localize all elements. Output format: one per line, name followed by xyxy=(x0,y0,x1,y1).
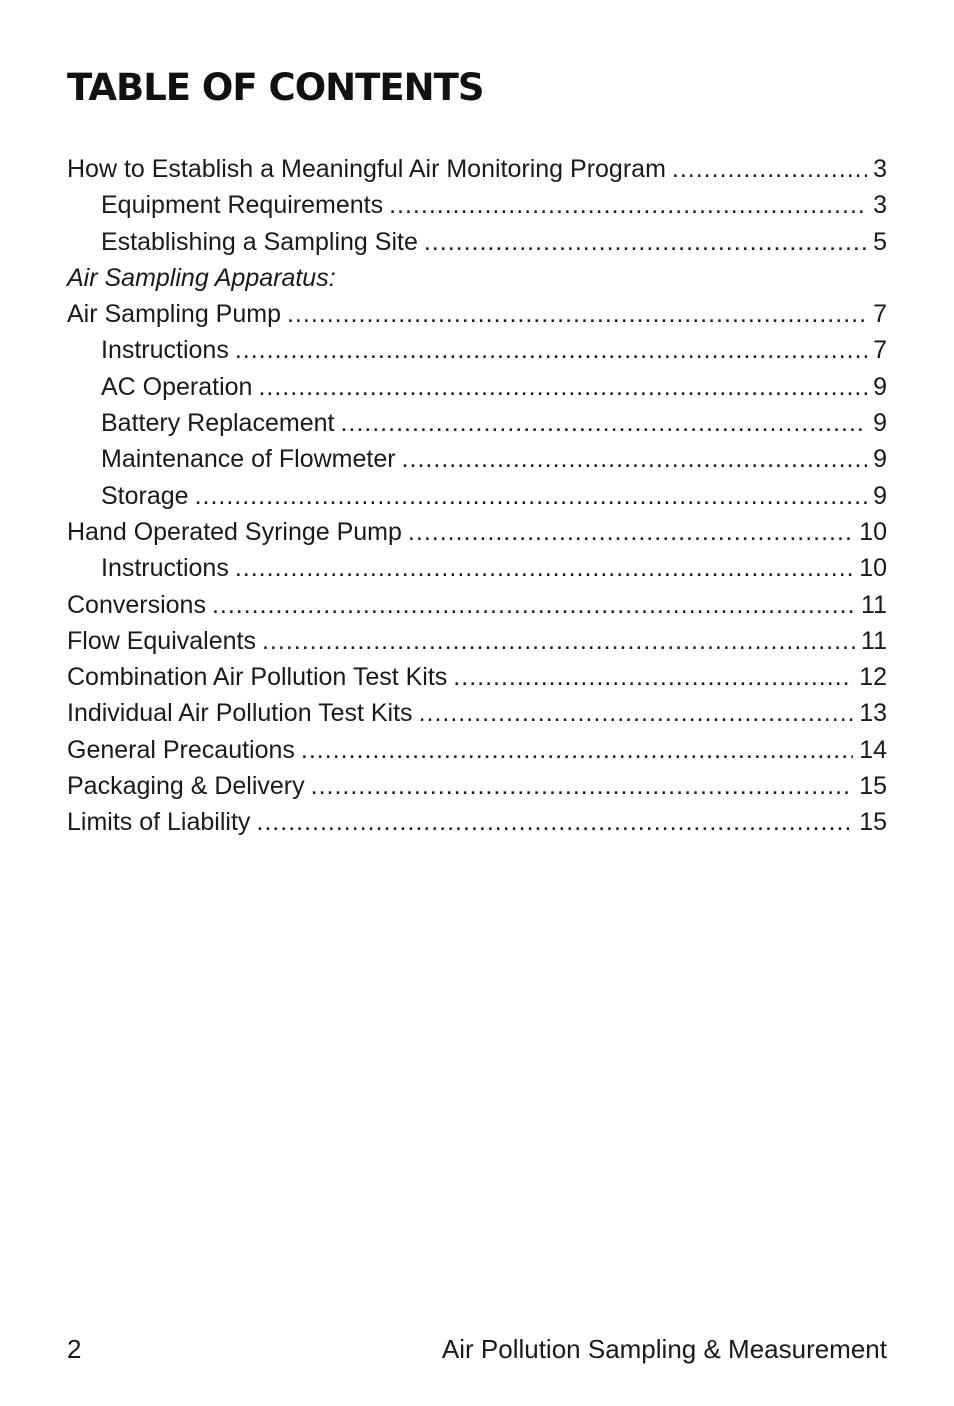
toc-entry-label: Packaging & Delivery xyxy=(67,772,305,801)
toc-entry-page: 15 xyxy=(859,808,887,837)
toc-entry-page: 15 xyxy=(859,772,887,801)
toc-entry-page: 11 xyxy=(861,590,887,619)
toc-entry[interactable] xyxy=(67,732,887,768)
toc-entry-label: Air Sampling Pump xyxy=(67,300,281,329)
toc-leader-dots xyxy=(287,296,867,332)
toc-entry[interactable] xyxy=(67,659,887,695)
toc-entry-page: 14 xyxy=(859,735,887,764)
toc-entry-label: Flow Equivalents xyxy=(67,626,256,655)
toc-entry-page: 12 xyxy=(859,663,887,692)
toc-section-heading-label: Air Sampling Apparatus: xyxy=(67,263,336,292)
toc-entry[interactable] xyxy=(67,587,887,623)
toc-entry-page: 9 xyxy=(873,409,887,438)
toc-section-heading xyxy=(67,260,887,296)
toc-entry-page: 13 xyxy=(859,699,887,728)
toc-entry-label: Instructions xyxy=(101,336,229,365)
toc-entry-label: Battery Replacement xyxy=(101,409,335,438)
toc-subentry[interactable] xyxy=(67,405,887,441)
toc-subentry[interactable] xyxy=(67,550,887,586)
toc-entry-label: How to Establish a Meaningful Air Monitoring Program xyxy=(67,155,666,183)
toc-entry-page: 3 xyxy=(873,155,887,183)
toc-entry-label: Instructions xyxy=(101,554,229,583)
toc-entry[interactable] xyxy=(67,151,887,187)
toc-entry-label: Limits of Liability xyxy=(67,808,251,837)
toc-leader-dots xyxy=(389,187,867,223)
toc-leader-dots xyxy=(408,514,853,550)
toc-subentry[interactable] xyxy=(67,478,887,514)
toc-leader-dots xyxy=(340,405,867,441)
toc-subentry[interactable] xyxy=(67,441,887,477)
toc-entry-page: 9 xyxy=(873,481,887,510)
toc-leader-dots xyxy=(453,659,853,695)
toc-entry-label: Individual Air Pollution Test Kits xyxy=(67,699,413,728)
toc-entry-page: 11 xyxy=(861,626,887,655)
toc-leader-dots xyxy=(301,732,853,768)
toc-leader-dots xyxy=(258,369,867,405)
toc-leader-dots xyxy=(672,151,867,187)
toc-leader-dots xyxy=(235,332,867,368)
toc-leader-dots xyxy=(235,550,853,586)
toc-entry-page: 9 xyxy=(873,445,887,474)
toc-entry-page: 3 xyxy=(873,191,887,220)
toc-entry[interactable] xyxy=(67,695,887,731)
toc-subentry[interactable] xyxy=(67,369,887,405)
toc-subentry[interactable] xyxy=(67,224,887,260)
toc-entry-label: AC Operation xyxy=(101,372,253,401)
toc-entry-page: 5 xyxy=(873,227,887,256)
toc-subentry[interactable] xyxy=(67,187,887,223)
toc-entry-label: Equipment Requirements xyxy=(101,191,384,220)
toc-entry[interactable] xyxy=(67,768,887,804)
toc-entry-label: Maintenance of Flowmeter xyxy=(101,445,396,474)
toc-entry-label: Establishing a Sampling Site xyxy=(101,227,418,256)
toc-leader-dots xyxy=(424,224,867,260)
toc-entry[interactable] xyxy=(67,296,887,332)
toc-entry-page: 7 xyxy=(873,336,887,365)
page-title: TABLE OF CONTENTS xyxy=(67,66,484,109)
toc-entry-page: 10 xyxy=(859,517,887,546)
toc-entry[interactable] xyxy=(67,623,887,659)
toc-leader-dots xyxy=(419,695,854,731)
toc-entry-label: Storage xyxy=(101,481,189,510)
toc-entry-label: Hand Operated Syringe Pump xyxy=(67,517,402,546)
table-of-contents xyxy=(67,151,887,841)
toc-entry-page: 10 xyxy=(859,554,887,583)
toc-entry[interactable] xyxy=(67,514,887,550)
toc-entry-page: 9 xyxy=(873,372,887,401)
toc-subentry[interactable] xyxy=(67,332,887,368)
footer-page-number: 2 xyxy=(67,1334,82,1364)
toc-entry-page: 7 xyxy=(873,300,887,329)
toc-leader-dots xyxy=(262,623,855,659)
toc-entry-label: Conversions xyxy=(67,590,206,619)
footer-book-title: Air Pollution Sampling & Measurement xyxy=(441,1334,887,1364)
toc-leader-dots xyxy=(195,478,868,514)
toc-entry-label: General Precautions xyxy=(67,735,295,764)
toc-leader-dots xyxy=(311,768,854,804)
toc-entry-label: Combination Air Pollution Test Kits xyxy=(67,663,448,692)
toc-leader-dots xyxy=(212,587,855,623)
toc-entry[interactable] xyxy=(67,804,887,840)
toc-leader-dots xyxy=(256,804,853,840)
toc-leader-dots xyxy=(402,441,868,477)
